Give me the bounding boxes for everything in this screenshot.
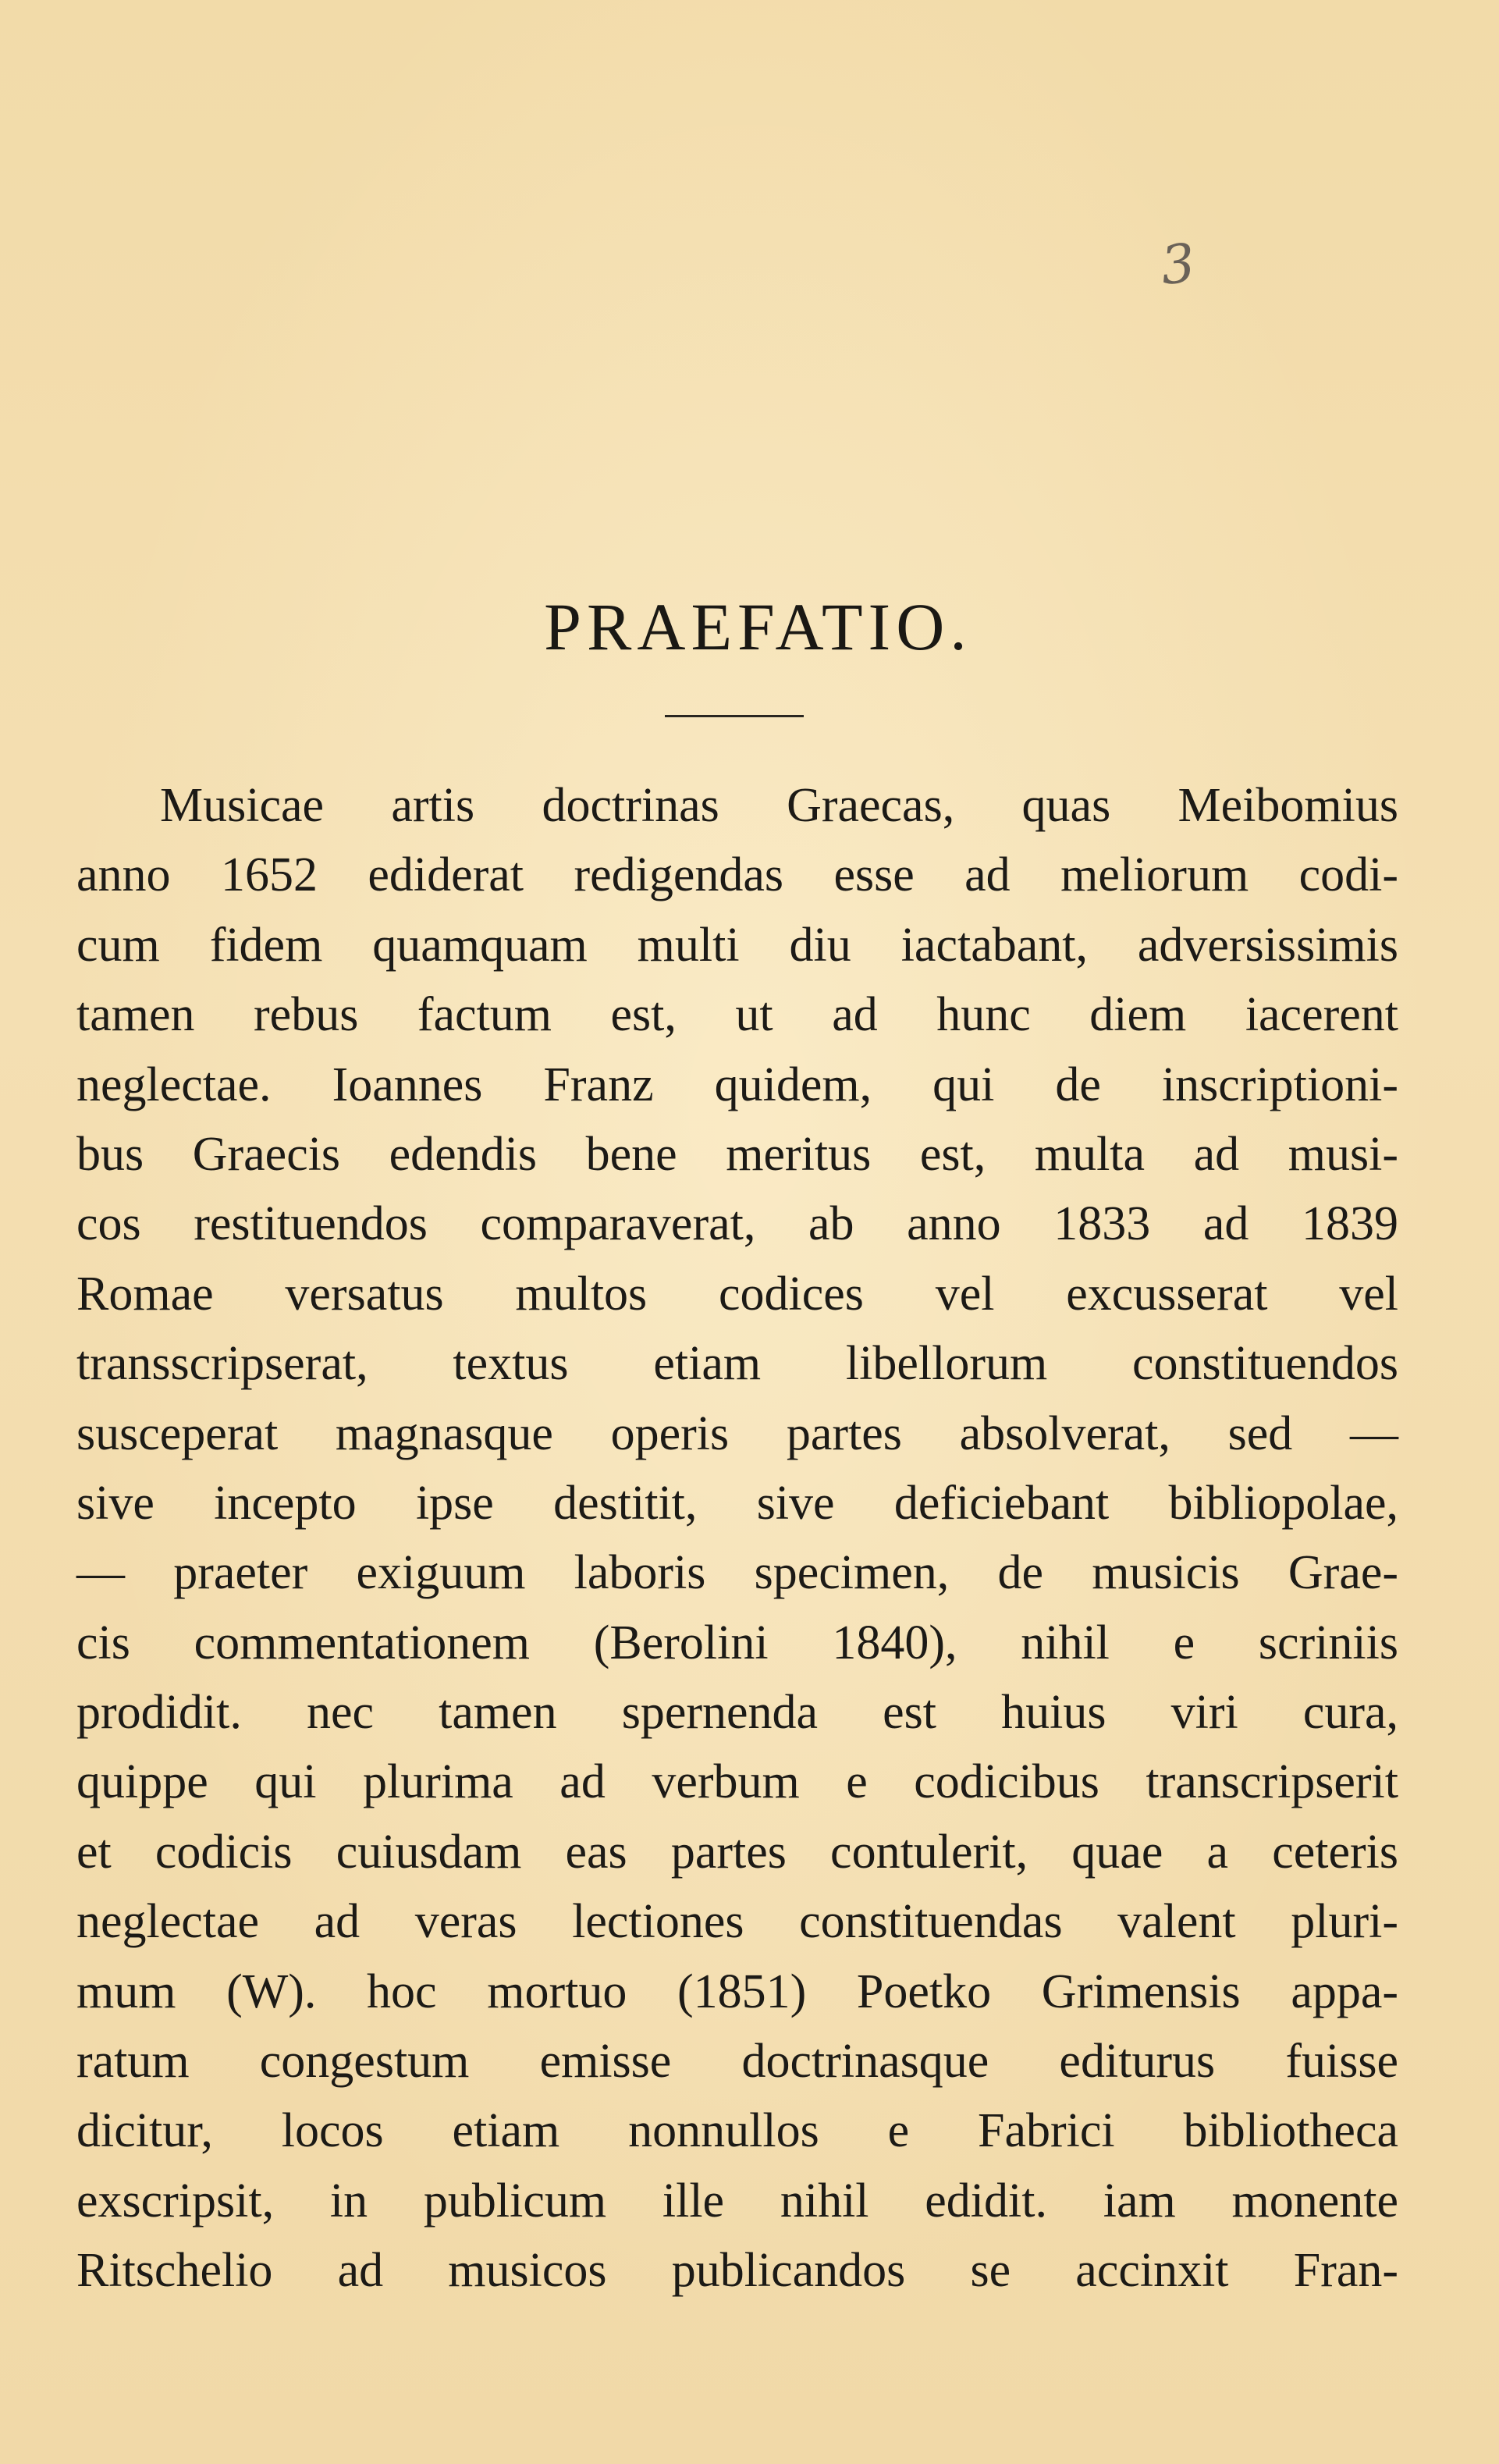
text-line: et codicis cuiusdam eas partes contulerit, quae a ceteris	[76, 1825, 1398, 1879]
text-line: susceperat magnasque operis partes absolverat, sed —	[76, 1406, 1398, 1460]
page-title: PRAEFATIO.	[544, 589, 972, 664]
text-line: mum (W). hoc mortuo (1851) Poetko Grimensis appa-	[76, 1964, 1398, 2018]
text-line: cos restituendos comparaverat, ab anno 1833 ad 1839	[76, 1197, 1398, 1251]
preface-paragraph	[76, 771, 1398, 2306]
text-line: bus Graecis edendis bene meritus est, multa ad musi-	[76, 1127, 1398, 1181]
text-line: cis commentationem (Berolini 1840), nihil e scriniis	[76, 1616, 1398, 1669]
text-line: ratum congestum emisse doctrinasque editurus fuisse	[76, 2035, 1398, 2089]
text-line: — praeter exiguum laboris specimen, de musicis Grae-	[76, 1546, 1398, 1600]
text-line: neglectae ad veras lectiones constituendas valent pluri-	[76, 1895, 1398, 1949]
text-line: cum fidem quamquam multi diu iactabant, adversissimis	[76, 918, 1398, 972]
text-line: tamen rebus factum est, ut ad hunc diem iacerent	[76, 988, 1398, 1042]
text-line: dicitur, locos etiam nonnullos e Fabrici bibliotheca	[76, 2104, 1398, 2158]
text-line: neglectae. Ioannes Franz quidem, qui de inscriptioni-	[76, 1058, 1398, 1111]
text-line: anno 1652 ediderat redigendas esse ad meliorum codi-	[76, 848, 1398, 902]
text-line: Romae versatus multos codices vel excusserat vel	[76, 1267, 1398, 1321]
text-line: prodidit. nec tamen spernenda est huius viri cura,	[76, 1686, 1398, 1740]
title-rule	[665, 715, 804, 717]
text-line: sive incepto ipse destitit, sive deficiebant bibliopolae,	[76, 1476, 1398, 1530]
text-line: quippe qui plurima ad verbum e codicibus transcripserit	[76, 1755, 1398, 1809]
text-line: Ritschelio ad musicos publicandos se accinxit Fran-	[76, 2244, 1398, 2298]
text-line: transscripserat, textus etiam libellorum constituendos	[76, 1337, 1398, 1391]
text-line: exscripsit, in publicum ille nihil edidit. iam monente	[76, 2174, 1398, 2228]
text-line: Musicae artis doctrinas Graecas, quas Meibomius	[160, 779, 1398, 832]
folio-mark: 3	[1157, 232, 1199, 298]
